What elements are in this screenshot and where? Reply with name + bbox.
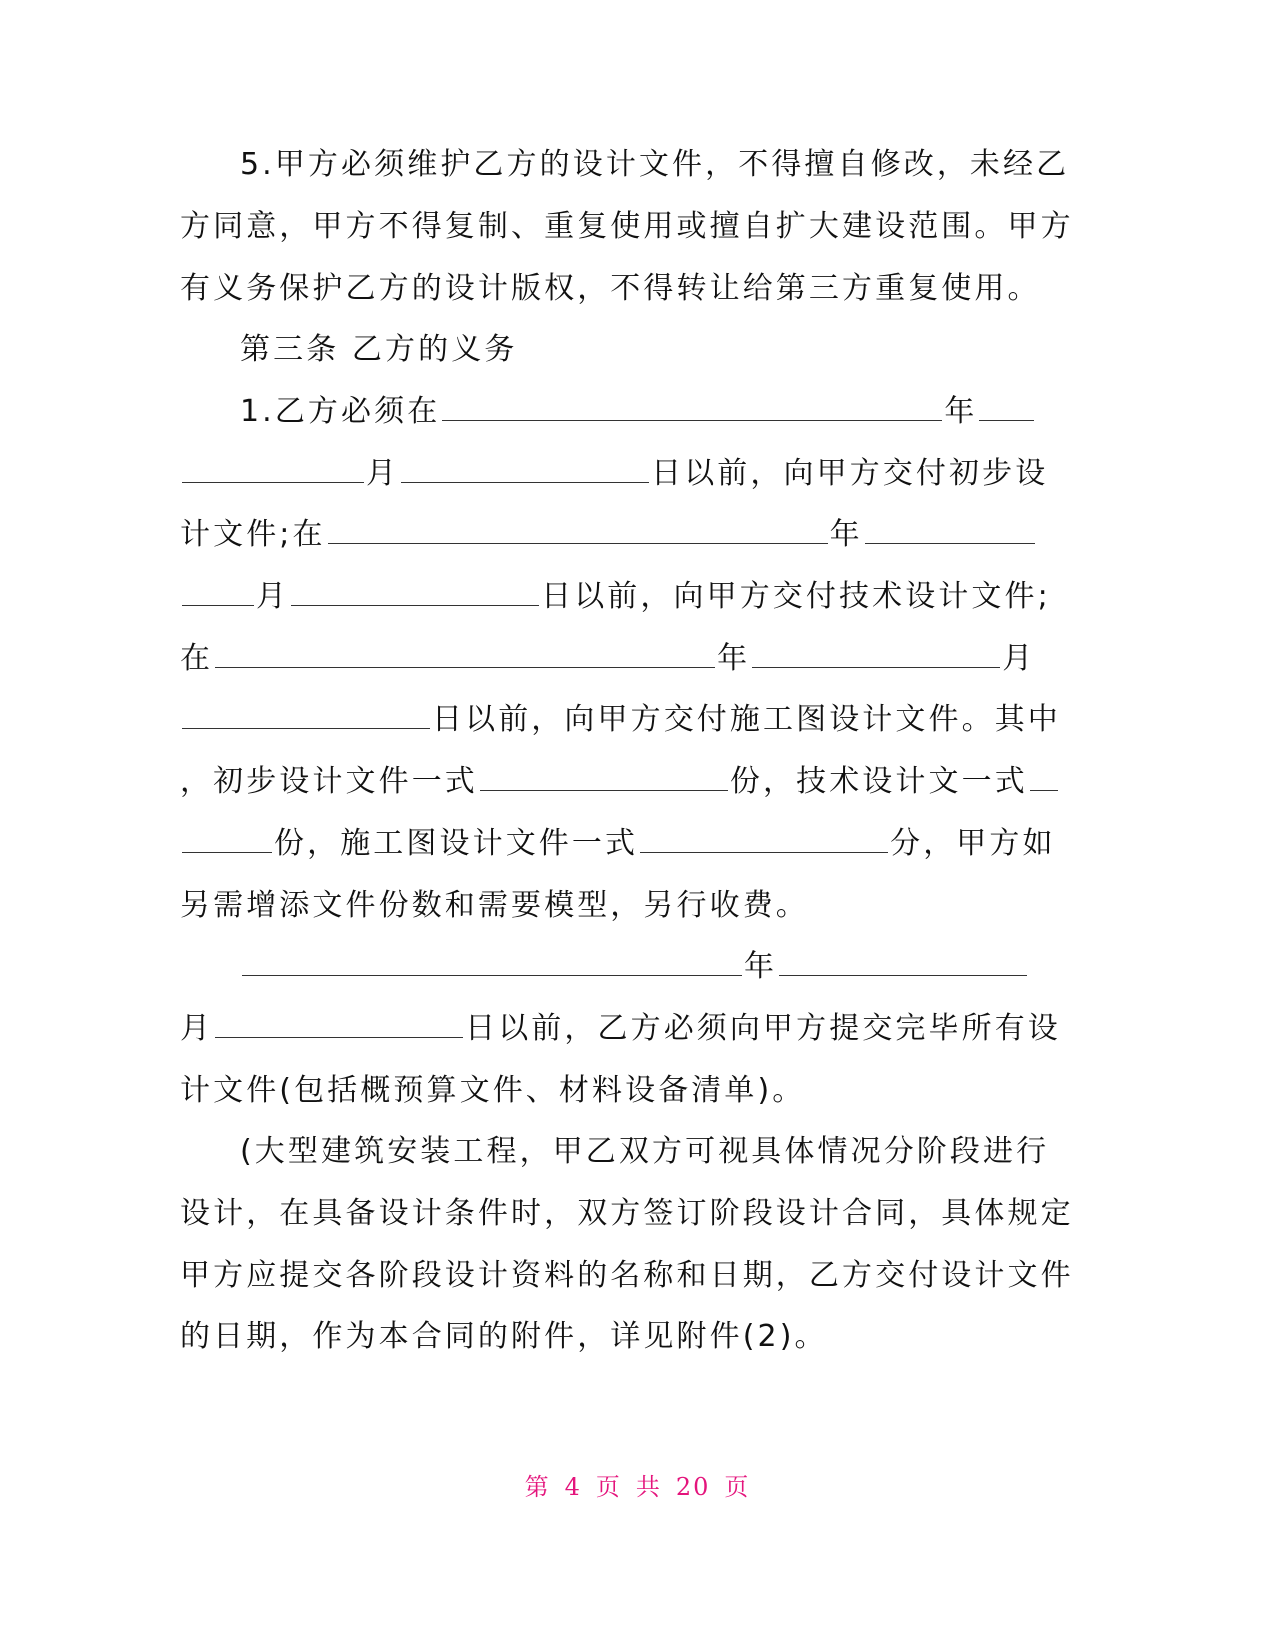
year-blank bbox=[242, 949, 742, 976]
item-1-text: 份，施工图设计文件一式 bbox=[274, 826, 639, 861]
year-label: 年 bbox=[744, 949, 778, 984]
item-1-text: 计文件;在 bbox=[180, 517, 326, 552]
month-blank bbox=[865, 517, 1035, 544]
day-blank bbox=[401, 456, 649, 483]
copies-blank bbox=[480, 764, 728, 791]
item-2-line-2 bbox=[180, 1009, 1061, 1049]
note-line-3: 甲方应提交各阶段设计资料的名称和日期，乙方交付设计文件 bbox=[180, 1258, 1074, 1293]
item-1-text: 1.乙方必须在 bbox=[240, 394, 441, 429]
day-blank bbox=[215, 1011, 463, 1038]
footer-total-word: 共 bbox=[635, 1473, 662, 1501]
year-label: 年 bbox=[944, 394, 978, 429]
total-pages-number: 20 bbox=[675, 1473, 711, 1501]
item-1-line-9: 另需增添文件份数和需要模型，另行收费。 bbox=[180, 888, 809, 923]
year-blank bbox=[215, 641, 715, 668]
item-1-text: 分，甲方如 bbox=[890, 826, 1056, 861]
item-1-line-8 bbox=[180, 824, 1056, 864]
footer-suffix: 页 bbox=[724, 1473, 751, 1501]
year-label: 年 bbox=[717, 641, 751, 676]
current-page-number: 4 bbox=[564, 1473, 582, 1501]
item-1-line-4 bbox=[180, 577, 1051, 617]
footer-prefix: 第 bbox=[524, 1473, 551, 1501]
paragraph-5-line-3: 有义务保护乙方的设计版权，不得转让给第三方重复使用。 bbox=[180, 271, 1041, 306]
month-label: 月 bbox=[366, 456, 400, 491]
footer-page-word: 页 bbox=[595, 1473, 622, 1501]
year-blank bbox=[328, 517, 828, 544]
month-blank bbox=[752, 641, 1000, 668]
item-1-text: 日以前，向甲方交付施工图设计文件。其中 bbox=[432, 702, 1061, 737]
item-2-text: 日以前，乙方必须向甲方提交完毕所有设 bbox=[465, 1011, 1061, 1046]
note-line-1: (大型建筑安装工程，甲乙双方可视具体情况分阶段进行 bbox=[240, 1134, 1050, 1169]
item-1-text: ，初步设计文件一式 bbox=[180, 764, 478, 799]
item-1-text: 份，技术设计文一式 bbox=[729, 764, 1028, 799]
month-blank bbox=[779, 949, 1027, 976]
copies-blank bbox=[1030, 764, 1058, 791]
month-blank bbox=[979, 394, 1034, 421]
month-label: 月 bbox=[256, 579, 290, 614]
note-line-2: 设计，在具备设计条件时，双方签订阶段设计合同，具体规定 bbox=[180, 1196, 1074, 1231]
paragraph-5-line-2: 方同意，甲方不得复制、重复使用或擅自扩大建设范围。甲方 bbox=[180, 209, 1074, 244]
year-blank bbox=[442, 394, 942, 421]
copies-blank bbox=[640, 826, 888, 853]
item-1-text: 日以前，向甲方交付技术设计文件; bbox=[541, 579, 1051, 614]
paragraph-5-line-1: 5.甲方必须维护乙方的设计文件，不得擅自修改，未经乙 bbox=[240, 147, 1070, 182]
item-1-line-1 bbox=[240, 392, 1035, 432]
item-1-line-7 bbox=[180, 762, 1035, 802]
item-1-line-3 bbox=[180, 515, 1035, 555]
article-3-title: 第三条 乙方的义务 bbox=[240, 332, 518, 367]
item-2-line-3: 计文件(包括概预算文件、材料设备清单)。 bbox=[180, 1073, 806, 1108]
page-footer bbox=[0, 1467, 1275, 1502]
month-blank bbox=[182, 579, 254, 606]
day-blank bbox=[291, 579, 539, 606]
month-blank bbox=[182, 456, 364, 483]
note-line-4: 的日期，作为本合同的附件，详见附件(2)。 bbox=[180, 1319, 828, 1354]
item-1-text: 在 bbox=[180, 641, 214, 676]
month-label: 月 bbox=[180, 1011, 214, 1046]
item-2-line-1 bbox=[240, 947, 1035, 987]
day-blank bbox=[182, 702, 430, 729]
item-1-line-2 bbox=[180, 454, 1049, 494]
year-label: 年 bbox=[829, 517, 863, 552]
item-1-line-6 bbox=[180, 700, 1061, 740]
item-1-text: 日以前，向甲方交付初步设 bbox=[651, 456, 1049, 491]
copies-blank bbox=[182, 826, 272, 853]
month-label: 月 bbox=[1002, 641, 1036, 676]
item-1-line-5 bbox=[180, 639, 1035, 679]
